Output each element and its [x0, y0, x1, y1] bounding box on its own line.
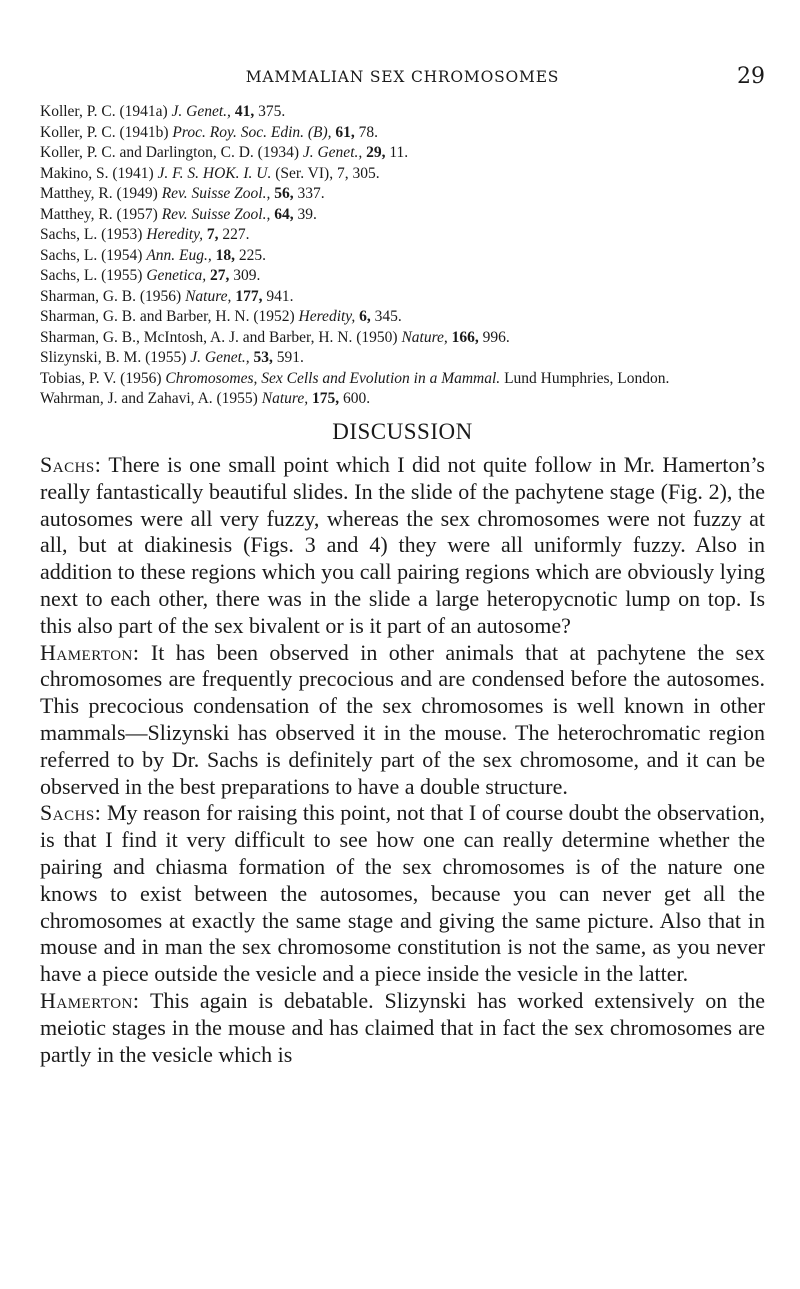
reference-item: Wahrman, J. and Zahavi, A. (1955) Nature, 175, 600.	[40, 390, 371, 407]
reference-item: Sachs, L. (1955) Genetica, 27, 309.	[40, 267, 261, 284]
reference-item: Sharman, G. B., McIntosh, A. J. and Barber, H. N. (1950) Nature, 166, 996.	[40, 328, 510, 346]
running-title: MAMMALIAN SEX CHROMOSOMES	[245, 68, 560, 86]
discussion-paragraph: Hamerton: This again is debatable. Slizynski has worked extensively on the meiotic stages in the mouse and has claimed that in fact the sex chromosomes are partly in the vesicle which is	[40, 987, 765, 1067]
reference-item: Matthey, R. (1949) Rev. Suisse Zool., 56, 337.	[40, 185, 325, 202]
reference-item: Slizynski, B. M. (1955) J. Genet., 53, 591.	[40, 349, 304, 366]
reference-item: Tobias, P. V. (1956) Chromosomes, Sex Cells and Evolution in a Mammal. Lund Humphries, London.	[40, 369, 670, 387]
reference-item: Sachs, L. (1954) Ann. Eug., 18, 225.	[40, 246, 267, 264]
page	[40, 64, 765, 1068]
reference-item: Sharman, G. B. and Barber, H. N. (1952) Heredity, 6, 345.	[40, 308, 402, 325]
reference-item: Koller, P. C. and Darlington, C. D. (1934) J. Genet., 29, 11.	[40, 144, 409, 161]
reference-item: Sharman, G. B. (1956) Nature, 177, 941.	[40, 287, 294, 305]
speaker-name: Hamerton:	[40, 987, 140, 1013]
page-number: 29	[737, 64, 765, 89]
speaker-name: Sachs:	[40, 452, 102, 477]
reference-item: Koller, P. C. (1941a) J. Genet., 41, 375.	[40, 103, 286, 120]
reference-item: Sachs, L. (1953) Heredity, 7, 227.	[40, 226, 250, 243]
speaker-name: Hamerton:	[40, 639, 140, 665]
discussion-paragraph: Sachs: My reason for raising this point, not that I of course doubt the observation, is that I find it very difficult to see how one can really determine whether the pairing and chiasma formation of the sex chromosomes is of the nature one knows to exist between the autosomes, because you can never get all the chromosomes at exactly the same stage and giving the same picture. Also that in mouse and in man the sex chromosome constitution is not the same, as you never have a piece outside the vesicle and a piece inside the vesicle in the latter.	[40, 800, 765, 987]
reference-list	[40, 102, 765, 409]
discussion-paragraph: Sachs: There is one small point which I did not quite follow in Mr. Hamerton’s really fantastically beautiful slides. In the slide of the pachytene stage (Fig. 2), the autosomes were all very fuzzy, whereas the sex chromosomes were not fuzzy at all, but at diakinesis (Figs. 3 and 4) they were all uniformly fuzzy. Also in addition to these regions which you call pairing regions which are obviously lying next to each other, there was in the slide a large heteropycnotic lump on top. Is this also part of the sex bivalent or is it part of an autosome?	[40, 452, 765, 638]
reference-item: Matthey, R. (1957) Rev. Suisse Zool., 64, 39.	[40, 205, 317, 223]
discussion-body	[40, 452, 765, 1068]
speaker-name: Sachs:	[40, 800, 102, 826]
running-header	[40, 64, 765, 94]
discussion-paragraph: Hamerton: It has been observed in other animals that at pachytene the sex chromosomes are frequently precocious and are condensed before the autosomes. This precocious condensation of the sex chromosomes is well known in other mammals—Slizynski has observed it in the mouse. The heterochromatic region referred to by Dr. Sachs is definitely part of the sex chromosome, and it can be observed in the best preparations to have a double structure.	[40, 639, 765, 799]
reference-item: Koller, P. C. (1941b) Proc. Roy. Soc. Edin. (B), 61, 78.	[40, 123, 379, 141]
reference-item: Makino, S. (1941) J. F. S. HOK. I. U. (Ser. VI), 7, 305.	[40, 164, 380, 182]
section-title: DISCUSSION	[332, 419, 473, 444]
